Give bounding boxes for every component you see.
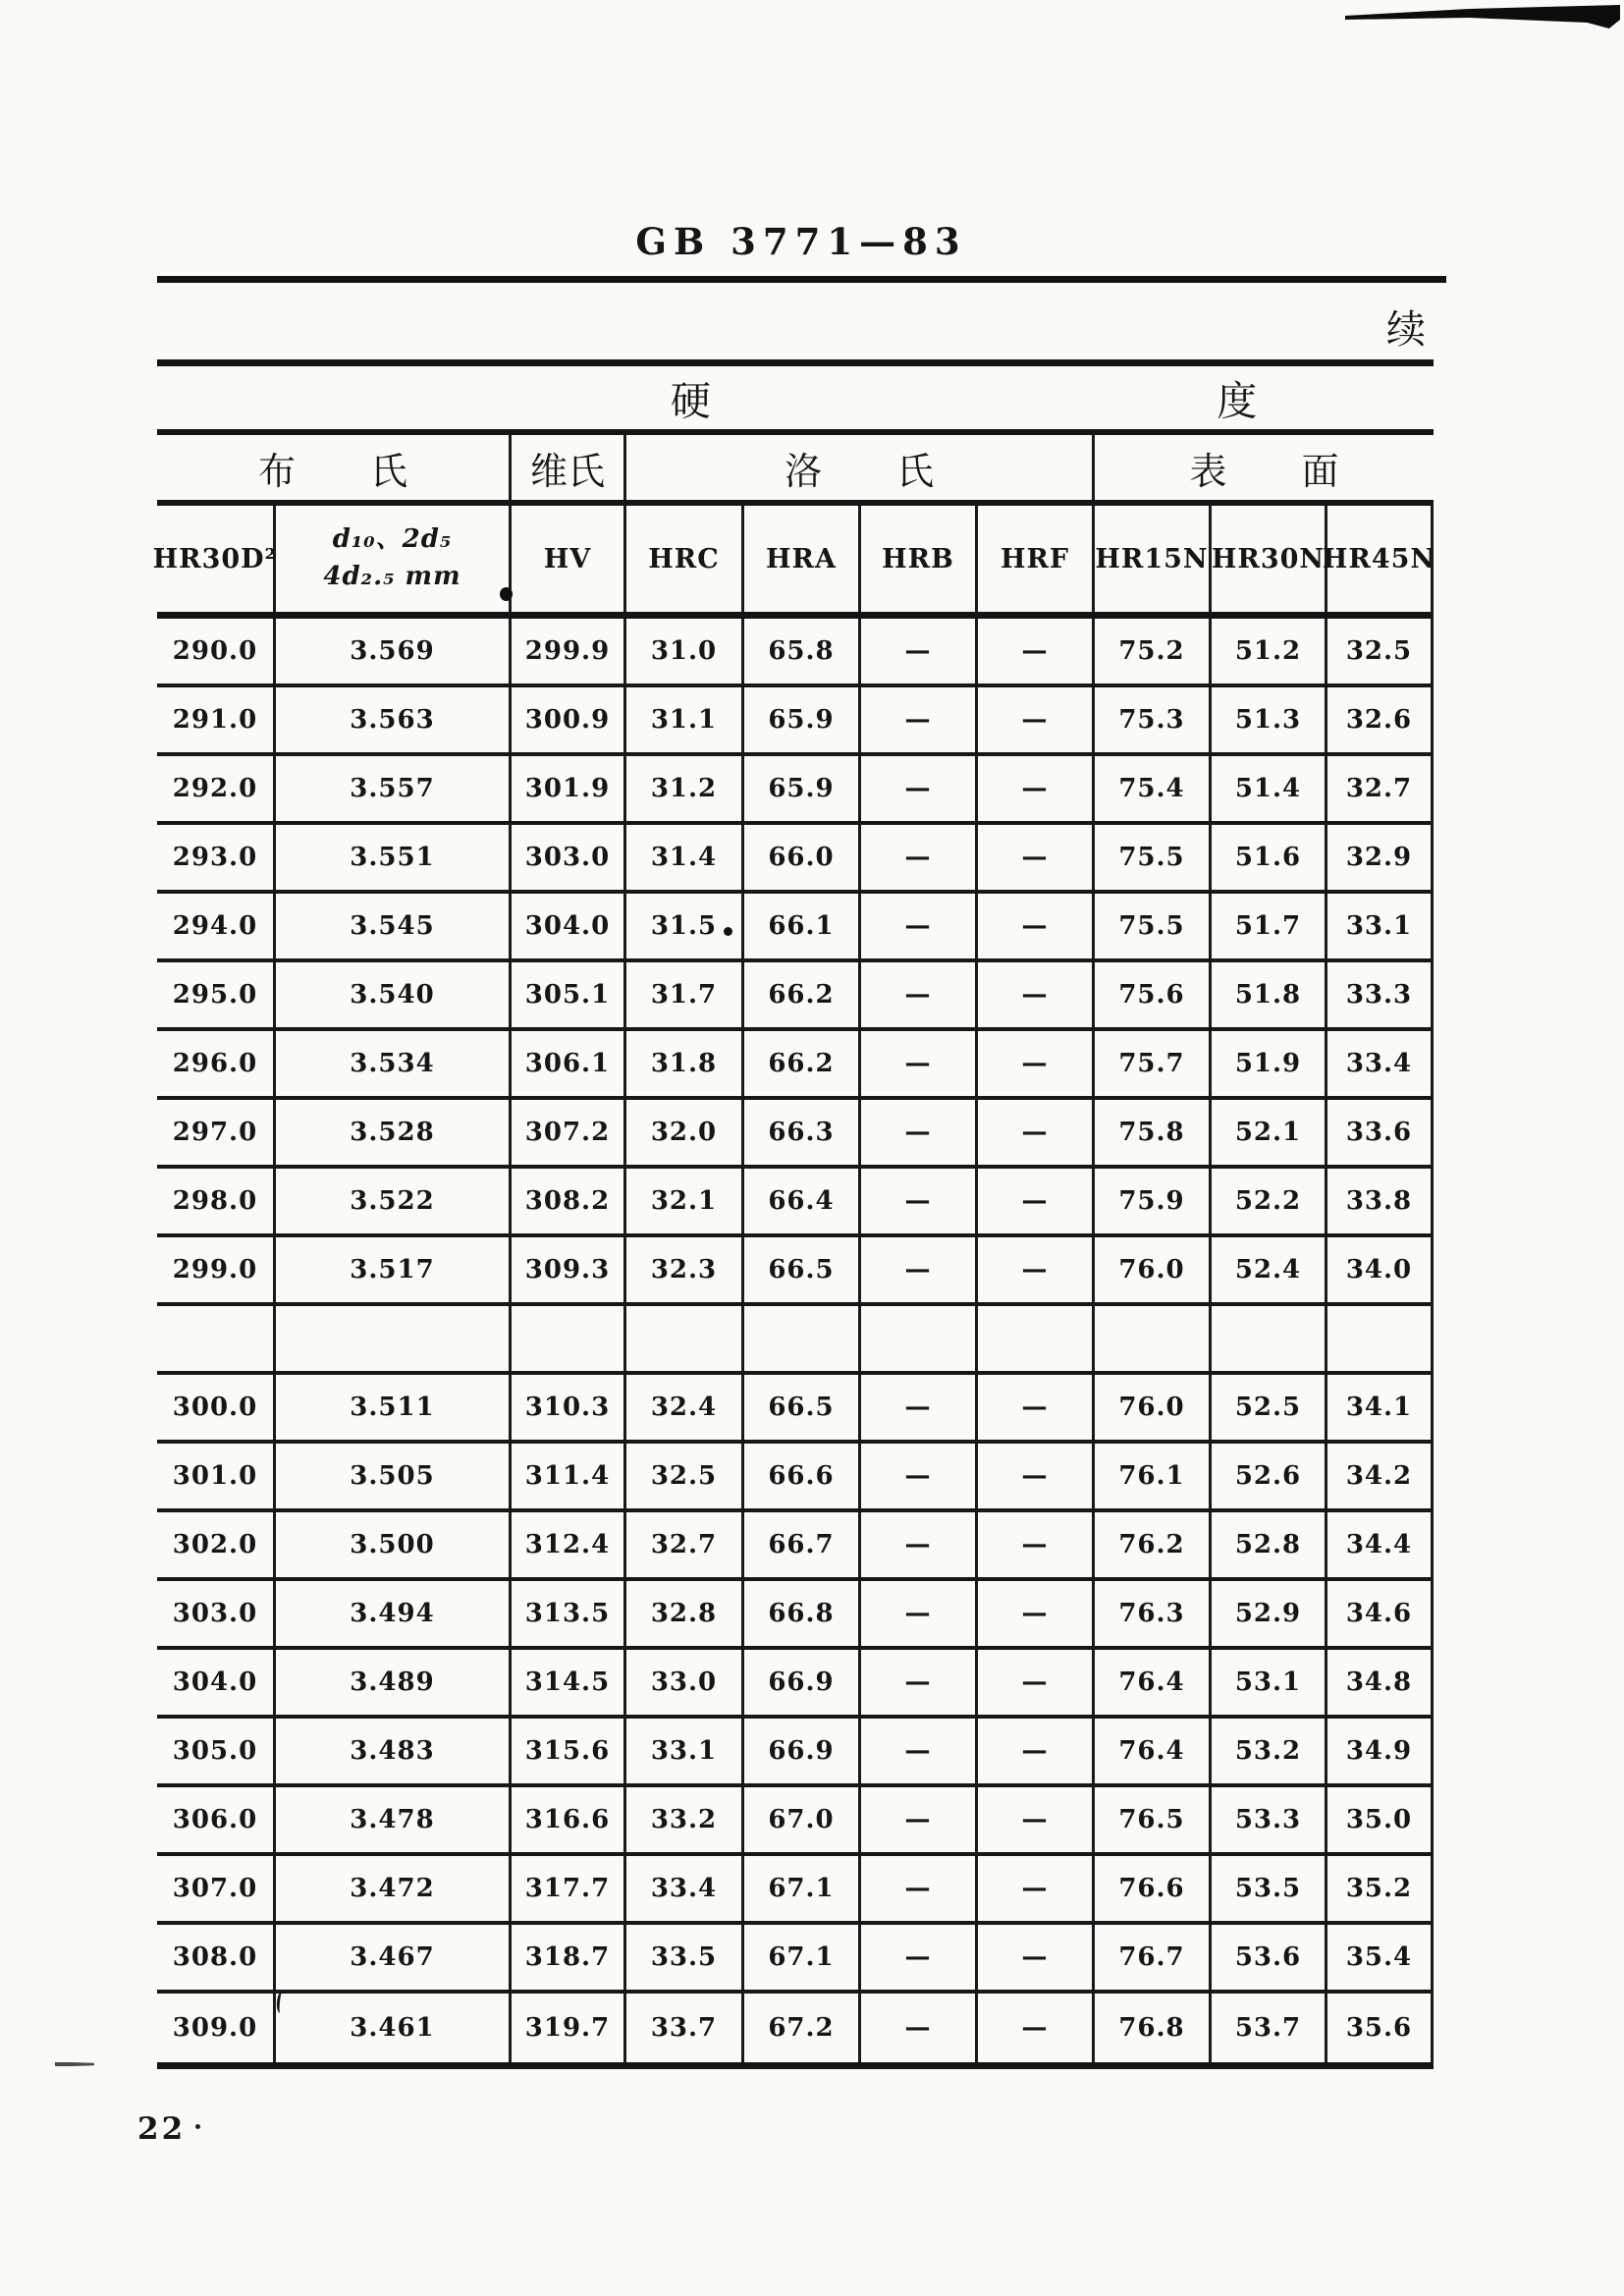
table-cell: 76.8 xyxy=(1095,1994,1212,2062)
table-cell: 301.9 xyxy=(512,756,626,821)
table-row xyxy=(157,894,1434,962)
super-header-hardness-left: 硬 xyxy=(670,377,711,425)
table-cell: 292.0 xyxy=(157,756,276,821)
continued-marker: 续 xyxy=(1386,307,1426,353)
table-cell: 32.7 xyxy=(1327,756,1434,821)
table-cell: 76.2 xyxy=(1095,1512,1212,1577)
table-cell: 303.0 xyxy=(157,1581,276,1646)
table-cell: 294.0 xyxy=(157,894,276,958)
table-cell: 314.5 xyxy=(512,1650,626,1715)
table-cell: 33.4 xyxy=(626,1856,744,1921)
table-cell: 34.4 xyxy=(1327,1512,1434,1577)
table-cell: — xyxy=(861,1031,978,1096)
table-cell: 66.1 xyxy=(744,894,861,958)
table-cell: 3.528 xyxy=(276,1100,512,1165)
table-row xyxy=(157,962,1434,1031)
diameter-line2: 4d₂.₅ mm xyxy=(323,562,461,591)
table-cell: 66.2 xyxy=(744,1031,861,1096)
hardness-conversion-table xyxy=(152,359,1436,2069)
table-cell: 311.4 xyxy=(512,1444,626,1508)
table-cell: — xyxy=(978,825,1095,890)
table-row xyxy=(157,1375,1434,1444)
table-cell xyxy=(276,1306,512,1371)
table-cell: 33.3 xyxy=(1327,962,1434,1027)
table-cell: 317.7 xyxy=(512,1856,626,1921)
table-row xyxy=(157,1169,1434,1237)
table-cell: — xyxy=(978,1787,1095,1852)
column-header-hra: HRA xyxy=(744,506,861,612)
table-row xyxy=(157,1031,1434,1100)
column-header-hr45n: HR45N xyxy=(1327,506,1434,612)
table-cell: 53.1 xyxy=(1212,1650,1327,1715)
table-row xyxy=(157,619,1434,687)
table-cell xyxy=(512,1306,626,1371)
table-cell: — xyxy=(861,1994,978,2062)
table-cell: 302.0 xyxy=(157,1512,276,1577)
table-row xyxy=(157,1925,1434,1994)
table-cell: 3.500 xyxy=(276,1512,512,1577)
table-cell: 306.1 xyxy=(512,1031,626,1096)
table-cell: — xyxy=(861,1787,978,1852)
scan-artifact-dot xyxy=(500,587,513,601)
table-cell: — xyxy=(861,1650,978,1715)
group-header-rockwell: 洛 氏 xyxy=(626,435,1095,500)
table-cell: 66.5 xyxy=(744,1237,861,1302)
table-cell: 33.0 xyxy=(626,1650,744,1715)
section-rule xyxy=(157,612,1434,619)
table-cell: 3.483 xyxy=(276,1719,512,1783)
table-cell: 35.2 xyxy=(1327,1856,1434,1921)
table-cell: 3.522 xyxy=(276,1169,512,1233)
table-cell: 75.3 xyxy=(1095,687,1212,752)
column-header-hrc: HRC xyxy=(626,506,744,612)
scan-artifact-dash xyxy=(55,2062,94,2066)
table-cell: 52.5 xyxy=(1212,1375,1327,1440)
table-cell: 65.9 xyxy=(744,687,861,752)
table-cell: 75.6 xyxy=(1095,962,1212,1027)
table-cell: 319.7 xyxy=(512,1994,626,2062)
table-cell: 65.9 xyxy=(744,756,861,821)
super-header-row xyxy=(157,366,1434,429)
table-cell: 304.0 xyxy=(157,1650,276,1715)
table-cell: 66.3 xyxy=(744,1100,861,1165)
table-cell: 3.551 xyxy=(276,825,512,890)
table-cell: — xyxy=(978,1994,1095,2062)
table-cell: — xyxy=(978,1925,1095,1990)
table-row xyxy=(157,1719,1434,1787)
table-cell: — xyxy=(861,894,978,958)
table-cell: 75.9 xyxy=(1095,1169,1212,1233)
table-cell: 34.9 xyxy=(1327,1719,1434,1783)
table-cell: 53.3 xyxy=(1212,1787,1327,1852)
table-cell: 75.5 xyxy=(1095,825,1212,890)
table-cell xyxy=(157,1306,276,1371)
table-cell: 65.8 xyxy=(744,619,861,683)
table-cell: 66.9 xyxy=(744,1719,861,1783)
table-row xyxy=(157,825,1434,894)
table-cell: 32.1 xyxy=(626,1169,744,1233)
table-cell: — xyxy=(978,1444,1095,1508)
table-row xyxy=(157,1100,1434,1169)
table-cell: 66.6 xyxy=(744,1444,861,1508)
table-cell: 33.6 xyxy=(1327,1100,1434,1165)
table-cell: 3.569 xyxy=(276,619,512,683)
table-cell: 51.6 xyxy=(1212,825,1327,890)
table-cell: — xyxy=(978,619,1095,683)
table-cell: 66.8 xyxy=(744,1581,861,1646)
table-cell: 33.8 xyxy=(1327,1169,1434,1233)
table-cell: 52.8 xyxy=(1212,1512,1327,1577)
table-cell: — xyxy=(978,1581,1095,1646)
table-cell: 300.0 xyxy=(157,1375,276,1440)
table-row xyxy=(157,1787,1434,1856)
scan-artifact-dot xyxy=(195,2124,200,2129)
table-cell: 53.7 xyxy=(1212,1994,1327,2062)
group-header-brinell: 布 氏 xyxy=(157,435,512,500)
table-cell: 34.0 xyxy=(1327,1237,1434,1302)
table-cell: 76.7 xyxy=(1095,1925,1212,1990)
table-cell: — xyxy=(978,1169,1095,1233)
column-header-hr30d2: HR30D² xyxy=(157,506,276,612)
table-cell: 66.5 xyxy=(744,1375,861,1440)
table-cell: 291.0 xyxy=(157,687,276,752)
table-cell: 76.3 xyxy=(1095,1581,1212,1646)
table-row xyxy=(157,1994,1434,2062)
table-cell: 66.9 xyxy=(744,1650,861,1715)
table-cell: — xyxy=(861,1512,978,1577)
table-cell: 66.4 xyxy=(744,1169,861,1233)
table-cell: — xyxy=(861,962,978,1027)
table-cell: 309.3 xyxy=(512,1237,626,1302)
table-cell: 67.1 xyxy=(744,1925,861,1990)
table-cell: 33.4 xyxy=(1327,1031,1434,1096)
table-cell: 3.517 xyxy=(276,1237,512,1302)
table-cell: 52.9 xyxy=(1212,1581,1327,1646)
table-row xyxy=(157,1581,1434,1650)
table-cell: 31.7 xyxy=(626,962,744,1027)
diameter-line1: d₁₀、2d₅ xyxy=(332,524,453,555)
table-cell: — xyxy=(978,1100,1095,1165)
table-cell: 75.5 xyxy=(1095,894,1212,958)
table-body xyxy=(157,619,1434,2062)
table-cell: 67.0 xyxy=(744,1787,861,1852)
table-cell: 53.6 xyxy=(1212,1925,1327,1990)
table-cell: 3.489 xyxy=(276,1650,512,1715)
table-cell: 293.0 xyxy=(157,825,276,890)
table-cell xyxy=(1095,1306,1212,1371)
table-cell: 32.0 xyxy=(626,1100,744,1165)
column-header-hr15n: HR15N xyxy=(1095,506,1212,612)
table-cell: 51.7 xyxy=(1212,894,1327,958)
column-header-diameter xyxy=(276,506,512,612)
table-cell: 31.5 xyxy=(626,894,744,958)
scan-artifact-dot xyxy=(724,927,732,936)
table-cell: 76.0 xyxy=(1095,1375,1212,1440)
table-cell xyxy=(744,1306,861,1371)
table-cell: — xyxy=(978,687,1095,752)
table-cell: — xyxy=(861,756,978,821)
table-cell: 3.545 xyxy=(276,894,512,958)
table-cell: 35.6 xyxy=(1327,1994,1434,2062)
table-row xyxy=(157,1237,1434,1306)
table-cell: 313.5 xyxy=(512,1581,626,1646)
table-cell: 306.0 xyxy=(157,1787,276,1852)
table-cell: — xyxy=(978,1375,1095,1440)
table-cell: 33.2 xyxy=(626,1787,744,1852)
table-cell xyxy=(861,1306,978,1371)
group-header-row xyxy=(157,435,1434,500)
table-cell: 316.6 xyxy=(512,1787,626,1852)
table-row xyxy=(157,756,1434,825)
table-cell: — xyxy=(978,1031,1095,1096)
table-cell: 31.4 xyxy=(626,825,744,890)
table-cell: 75.2 xyxy=(1095,619,1212,683)
standard-code-title: GB 3771—83 xyxy=(635,220,967,263)
table-cell: — xyxy=(861,825,978,890)
column-header-hr30n: HR30N xyxy=(1212,506,1327,612)
table-cell: — xyxy=(978,894,1095,958)
table-cell: 307.0 xyxy=(157,1856,276,1921)
table-row xyxy=(157,1650,1434,1719)
table-cell: — xyxy=(861,1375,978,1440)
table-cell: 51.4 xyxy=(1212,756,1327,821)
table-cell: 3.461 xyxy=(276,1994,512,2062)
table-cell: 66.0 xyxy=(744,825,861,890)
table-cell: 51.8 xyxy=(1212,962,1327,1027)
title-rule xyxy=(157,276,1446,283)
table-cell: — xyxy=(861,1237,978,1302)
table-cell: 76.0 xyxy=(1095,1237,1212,1302)
table-cell: 76.4 xyxy=(1095,1719,1212,1783)
table-cell: 3.534 xyxy=(276,1031,512,1096)
table-row xyxy=(157,687,1434,756)
table-cell: — xyxy=(861,1925,978,1990)
table-cell: 295.0 xyxy=(157,962,276,1027)
table-cell: 308.0 xyxy=(157,1925,276,1990)
table-cell: 307.2 xyxy=(512,1100,626,1165)
table-cell: 31.1 xyxy=(626,687,744,752)
table-cell: 3.540 xyxy=(276,962,512,1027)
table-cell: 75.7 xyxy=(1095,1031,1212,1096)
table-cell: 305.1 xyxy=(512,962,626,1027)
table-cell xyxy=(978,1306,1095,1371)
table-cell: — xyxy=(861,619,978,683)
table-cell: 3.494 xyxy=(276,1581,512,1646)
table-cell: 34.2 xyxy=(1327,1444,1434,1508)
table-cell: 301.0 xyxy=(157,1444,276,1508)
table-cell: 75.8 xyxy=(1095,1100,1212,1165)
table-cell: 299.9 xyxy=(512,619,626,683)
table-bottom-rule xyxy=(157,2062,1434,2069)
table-cell: 315.6 xyxy=(512,1719,626,1783)
table-cell: 3.505 xyxy=(276,1444,512,1508)
table-top-rule xyxy=(157,359,1434,366)
table-cell: 52.1 xyxy=(1212,1100,1327,1165)
table-cell: 53.2 xyxy=(1212,1719,1327,1783)
table-cell: 310.3 xyxy=(512,1375,626,1440)
table-cell: 32.4 xyxy=(626,1375,744,1440)
table-cell: 33.1 xyxy=(1327,894,1434,958)
table-cell: 52.6 xyxy=(1212,1444,1327,1508)
table-cell: 308.2 xyxy=(512,1169,626,1233)
table-cell: 298.0 xyxy=(157,1169,276,1233)
table-cell: 299.0 xyxy=(157,1237,276,1302)
table-cell: 35.0 xyxy=(1327,1787,1434,1852)
column-header-hv: HV xyxy=(512,506,626,612)
table-cell: 66.7 xyxy=(744,1512,861,1577)
table-cell: 312.4 xyxy=(512,1512,626,1577)
table-cell: 67.1 xyxy=(744,1856,861,1921)
table-cell: 76.1 xyxy=(1095,1444,1212,1508)
table-cell: — xyxy=(978,1719,1095,1783)
table-cell: 297.0 xyxy=(157,1100,276,1165)
table-cell: — xyxy=(978,1512,1095,1577)
table-cell: 31.0 xyxy=(626,619,744,683)
table-cell: 32.5 xyxy=(626,1444,744,1508)
table-cell: 32.6 xyxy=(1327,687,1434,752)
table-cell: 32.7 xyxy=(626,1512,744,1577)
table-cell: — xyxy=(861,1169,978,1233)
table-cell: — xyxy=(861,1856,978,1921)
table-cell: 3.472 xyxy=(276,1856,512,1921)
column-header-hrf: HRF xyxy=(978,506,1095,612)
table-cell: 3.563 xyxy=(276,687,512,752)
table-cell: 32.3 xyxy=(626,1237,744,1302)
table-cell: 304.0 xyxy=(512,894,626,958)
scan-artifact-top-streak xyxy=(1345,5,1620,30)
table-cell: 35.4 xyxy=(1327,1925,1434,1990)
table-cell: 318.7 xyxy=(512,1925,626,1990)
table-cell: 34.6 xyxy=(1327,1581,1434,1646)
table-cell: 67.2 xyxy=(744,1994,861,2062)
table-cell: 31.2 xyxy=(626,756,744,821)
table-cell: — xyxy=(978,1856,1095,1921)
column-header-hrb: HRB xyxy=(861,506,978,612)
table-cell: 33.1 xyxy=(626,1719,744,1783)
table-cell: 290.0 xyxy=(157,619,276,683)
page-number: 22 xyxy=(137,2111,187,2147)
table-cell: — xyxy=(861,1581,978,1646)
table-cell: — xyxy=(861,1444,978,1508)
table-cell: 51.2 xyxy=(1212,619,1327,683)
table-cell: 51.3 xyxy=(1212,687,1327,752)
table-cell xyxy=(626,1306,744,1371)
table-cell: 32.8 xyxy=(626,1581,744,1646)
table-cell: 3.511 xyxy=(276,1375,512,1440)
table-cell: 76.6 xyxy=(1095,1856,1212,1921)
table-cell: 51.9 xyxy=(1212,1031,1327,1096)
table-row xyxy=(157,1512,1434,1581)
table-row-empty xyxy=(157,1306,1434,1375)
table-cell: 33.7 xyxy=(626,1994,744,2062)
table-cell: 52.2 xyxy=(1212,1169,1327,1233)
table-cell: 75.4 xyxy=(1095,756,1212,821)
table-cell: 3.467 xyxy=(276,1925,512,1990)
table-cell: 300.9 xyxy=(512,687,626,752)
table-cell: 31.8 xyxy=(626,1031,744,1096)
table-cell: 32.5 xyxy=(1327,619,1434,683)
table-cell: — xyxy=(861,1719,978,1783)
table-cell: — xyxy=(978,962,1095,1027)
table-cell: 53.5 xyxy=(1212,1856,1327,1921)
table-cell: 303.0 xyxy=(512,825,626,890)
table-cell: 76.5 xyxy=(1095,1787,1212,1852)
column-header-row xyxy=(152,506,1436,612)
table-cell: 34.8 xyxy=(1327,1650,1434,1715)
table-cell: 76.4 xyxy=(1095,1650,1212,1715)
table-cell: — xyxy=(861,687,978,752)
table-row xyxy=(157,1444,1434,1512)
table-cell: 3.557 xyxy=(276,756,512,821)
table-cell: 32.9 xyxy=(1327,825,1434,890)
super-header-hardness-right: 度 xyxy=(1217,377,1258,425)
table-cell xyxy=(1327,1306,1434,1371)
table-cell: 296.0 xyxy=(157,1031,276,1096)
table-cell: — xyxy=(861,1100,978,1165)
table-cell: 3.478 xyxy=(276,1787,512,1852)
table-cell: 33.5 xyxy=(626,1925,744,1990)
table-cell: 305.0 xyxy=(157,1719,276,1783)
table-cell: 52.4 xyxy=(1212,1237,1327,1302)
table-cell: 34.1 xyxy=(1327,1375,1434,1440)
group-header-vickers: 维氏 xyxy=(512,435,626,500)
table-cell: — xyxy=(978,1650,1095,1715)
table-row xyxy=(157,1856,1434,1925)
table-cell: — xyxy=(978,1237,1095,1302)
table-cell: 309.0 xyxy=(157,1994,276,2062)
table-cell: — xyxy=(978,756,1095,821)
table-cell xyxy=(1212,1306,1327,1371)
table-cell: 66.2 xyxy=(744,962,861,1027)
group-header-superficial: 表 面 xyxy=(1189,449,1339,493)
